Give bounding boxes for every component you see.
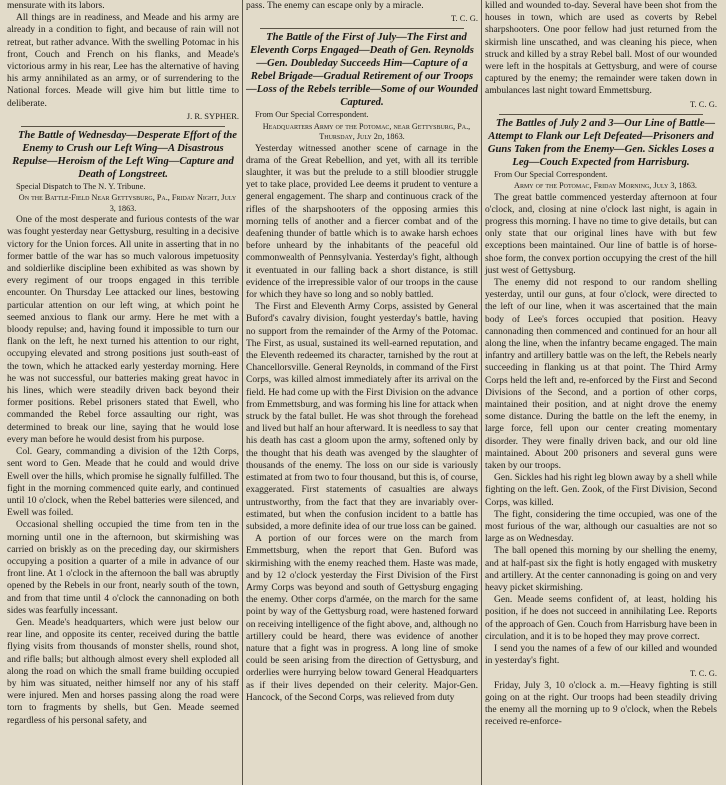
- paragraph: killed and wounded to-day. Several have been shot from the houses in town, which are used as coverts by Rebel sharpshooters. One poor fellow had just returned from the skirmish line unscathed, and was cleaning his piece, when struck and killed by a stray Rebel ball. Most of our wounded were left in the hospitals at Gettysburg, and were of course captured by the enemy; the remainder were taken down in ambulances last night toward Emmettsburg.: [485, 1, 717, 97]
- article-separator: [21, 126, 225, 127]
- column-1: [4, 0, 242, 785]
- article-dateline: On the Battle-Field Near Gettysburg, Pa., Friday Night, July 3, 1863.: [18, 193, 237, 213]
- paragraph: The fight, considering the time occupied, was one of the most furious of the war, although our casualties are not so large as on Wednesday.: [485, 509, 717, 545]
- paragraph: The great battle commenced yesterday afternoon at four o'clock, and, closing at nine o'clock last night, is again in progress this morning. I have no time to give details, but can only state that our original lines have with but few exceptions been maintained. Our line of battle is of horse-shoe form, the convex portion occupying the crest of the hill just west of Gettysburg.: [485, 192, 717, 276]
- column-2: [243, 0, 481, 785]
- paragraph: Col. Geary, commanding a division of the 12th Corps, sent word to Gen. Meade that he could and would drive Ewell over the hills, which promise he signally fulfilled. The fight in the morning commenced quite early, and continued until 10 o'clock, when the Rebel batteries were silenced, and Ewell was foiled.: [7, 447, 239, 519]
- dispatch-source: From Our Special Correspondent.: [255, 110, 369, 120]
- article-dateline: Headquarters Army of the Potomac, near Gettysburg, Pa., Thursday, July 2d, 1863.: [262, 121, 471, 142]
- paragraph: A portion of our forces were on the march from Emmettsburg, when the report that Gen. Buford was skirmishing with the enemy reached them. Haste was made, and by 12 o'clock yesterday the First Division of the First Army Corps was beyond and south of Gettysburg engaging the enemy. Other corps d'armée, on the march for the same point by way of the Gettysburg road, were hastened forward on receiving intelligence of the fight above, and, although no artillery could be heard, there was evidence of another nature that a fight was in progress. A long line of smoke could be seen arising from the direction of Gettysburg, and orderlies were hurrying below toward General Headquarters as if their lives depended on their celerity. Major-Gen. Hancock, of the Second Corps, was relieved from duty: [246, 534, 478, 703]
- article-byline: T. C. G.: [690, 668, 717, 679]
- paragraph: One of the most desperate and furious contests of the war was fought yesterday near Gettysburg, resulting in a decisive victory for the Union forces. All unite in asserting that in no former battle of the war has so much valorous impetuosity and soldierlike discipline been exhibited as was shown by every regiment of our troops engaged in this terrible encounter. On Thursday Lee attacked our lines, bestowing particular attention on our left wing, at which point he seemed anxious to flank our army. Here he met with a bloody repulse; and, having found it impossible to turn our flank on the left, he next turned his attention to our right, occupying elevated and strong positions just south-east of the town, which he attacked early yesterday morning. Here he was not successful, our batteries making great havoc in his lines, which were steadily driven back beyond their former positions. Rebel prisoners stated that Ewell, who commanded the Rebel force assaulting our right, was determined to break our line, saying that he would lose every man before he would desist from his purpose.: [7, 215, 239, 445]
- article-headline: The Battles of July 2 and 3—Our Line of Battle—Attempt to Flank our Left Defeated—Prisoners and Guns Taken from the Enemy—Gen. Sickles Loses a Leg—Couch Expected from Harrisburg.: [487, 117, 716, 168]
- paragraph: mensurate with its labors.: [7, 1, 105, 11]
- paragraph: Yesterday witnessed another scene of carnage in the drama of the Great Rebellion, and yet, with all its terrible slaughter, it was but the prelude to a still bloodier struggle yet to take place, provided Lee deems it prudent to venture a general engagement. The sharp and continuous crack of the rifles of the sharpshooters of the opposing armies this morning tells of another and a fiercer combat and of the deafening thunder of battle which is to awake harsh echoes before unheard by the inhabitants of the peaceful old commonwealth of Pennsylvania. Yesterday's fight, although it eventuated in our falling back a short distance, is still evidence of the irrepressible valor of our troops in the cause for which they have so long and so nobly battled.: [246, 143, 478, 301]
- paragraph: Occasional shelling occupied the time from ten in the morning until one in the afternoon, but skirmishing was carried on briskly as on the preceding day, our skirmishers occupying a position a quarter of a mile in advance of our front line. At 1 o'clock in the afternoon the ball was abruptly opened by the Rebels in our front, nearly south of the town, and from that time until 4 o'clock the cannonading on both sides was fearfully incessant.: [7, 520, 239, 616]
- paragraph: The ball opened this morning by our shelling the enemy, and at half-past six the fight is hotly engaged with musketry and artillery. At the center cannonading is going on and very heavy picket skirmishing.: [485, 546, 717, 594]
- paragraph: All things are in readiness, and Meade and his army are already in a condition to fight, and because of rain will not retreat, but rather advance. With the swelling Potomac in his front, Couch and French on his flanks, and Meade's victorious army in his rear, Lee has the alternative of having his army annihilated as an army, or of surrendering to the National forces. Meade will give him but little time to deliberate.: [7, 13, 239, 109]
- paragraph: The enemy did not respond to our random shelling yesterday, until our guns, at four o'clock, were directed to the left of our line, when it was ascertained that the main body of Lee's forces occupied that position. Heavy cannonading then commenced and continued for an hour all along the line, when the infantry became engaged. The main infantry and artillery battle was on the left, the Rebels nearly succeeding in flanking us at that point. The Third Army Corps held the left and, re-enforced by the First and Second Divisions of the Second, and a portion of other corps, maintained their position, and at night drove the enemy some distance. During the battle on the left the enemy, in large force, fell upon our center creating momentary disorder. They were finally driven back, and our old line maintained. About 200 prisoners and several guns were taken by our troops.: [485, 277, 717, 471]
- paragraph: Gen. Sickles had his right leg blown away by a shell while fighting on the left. Gen. Zook, of the First Division, Second Corps, was killed.: [485, 473, 717, 508]
- paragraph: Friday, July 3, 10 o'clock a. m.—Heavy fighting is still going on at the right. Our troops had been steadily driving the enemy all the morning up to 9 o'clock, when the Rebels received re-enforce-: [485, 680, 717, 728]
- article-separator: [499, 114, 703, 115]
- paragraph: pass. The enemy can escape only by a miracle.: [246, 1, 424, 11]
- article-byline: T. C. G.: [451, 13, 478, 24]
- column-3: [482, 0, 720, 785]
- article-headline: The Battle of the First of July—The First and Eleventh Corps Engaged—Death of Gen. Reynolds—Gen. Doubleday Succeeds Him—Capture of a Rebel Brigade—Gradual Retirement of our Troops—Loss of the Rebels terrible—Some of our Wounded Captured.: [246, 32, 478, 109]
- article-byline: T. C. G.: [690, 98, 717, 109]
- article-separator: [260, 28, 464, 29]
- dispatch-source: Special Dispatch to The N. Y. Tribune.: [16, 182, 146, 192]
- paragraph: I send you the names of a few of our killed and wounded in yesterday's fight.: [485, 644, 717, 667]
- article-dateline: Army of the Potomac, Friday Morning, July 3, 1863.: [514, 181, 697, 191]
- paragraph: Gen. Meade seems confident of, at least, holding his position, if he does not succeed in annihilating Lee. Reports of the approach of Gen. Couch from Harrisburg have been in circulation, and it is to be hoped they may prove correct.: [485, 595, 717, 642]
- paragraph: The First and Eleventh Army Corps, assisted by General Buford's cavalry division, fought yesterday's battle, having no support from the remainder of the Army of the Potomac. The First, as usual, sustained its well-earned reputation, and the Eleventh redeemed its character, tarnished by the rout at Chancellorsville. General Reynolds, in command of the First Corps, was killed almost immediately after its arrival on the field. He had come up with the First Division on the advance from Emmettsburg, and was forming his line for attack when struck by the fatal bullet. He was shot through the forehead and lived but half an hour afterward. It is needless to say that his death has cast a gloom upon the army, softened only by the thought that his death was avenged by the slaughter of thousands of the enemy. The loss on our side is variously estimated at from two to four thousand, but this is, of course, exaggerated. First statements of casualties are always untrustworthy, from the fact that they are invariably over-estimated, but when the confusion incident to a battle has subsided, a more definite idea of our true loss can be gained.: [246, 302, 478, 532]
- dispatch-source: From Our Special Correspondent.: [494, 169, 608, 179]
- paragraph: Gen. Meade's headquarters, which were just below our rear line, and opposite its center, received during the battle flying visits from thousands of monster shells, round shot, and rifle balls; but although almost every shell exploded all along the road on which the small frame building occupied by him was situated, neither himself nor any of his staff were injured. Men and horses passing along the road were torn to fragments by shells, but Gen. Meade seemed regardless of his personal safety, and: [7, 617, 239, 726]
- article-headline: The Battle of Wednesday—Desperate Effort of the Enemy to Crush our Left Wing—A Disastrous Repulse—Heroism of the Left Wing—Capture and Death of Longstreet.: [12, 130, 237, 181]
- article-byline: J. R. SYPHER.: [186, 110, 239, 121]
